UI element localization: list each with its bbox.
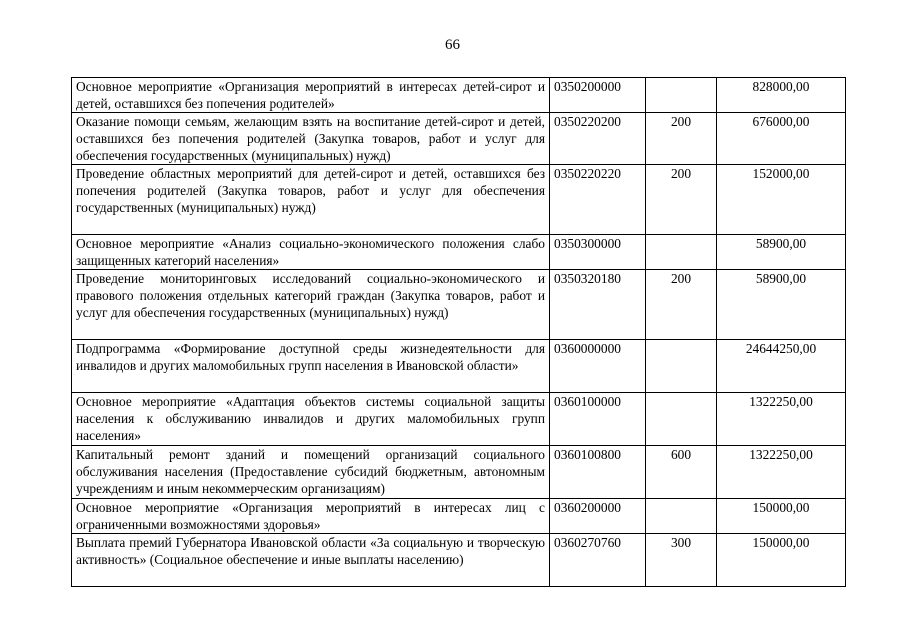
row-name: Выплата премий Губернатора Ивановской области «За социальную и творческую активность» (Социальное обеспечение и иные выплаты населению) xyxy=(72,534,550,587)
row-expense-type: 200 xyxy=(646,270,717,340)
table-row xyxy=(72,340,846,393)
table-row xyxy=(72,393,846,446)
row-code: 0350320180 xyxy=(550,270,646,340)
row-amount: 150000,00 xyxy=(717,499,846,534)
table-row xyxy=(72,534,846,587)
row-name: Проведение мониторинговых исследований социально-экономического и правового положения отдельных категорий граждан (Закупка товаров, работ и услуг для обеспечения государственных (муниципальных) нужд) xyxy=(72,270,550,340)
row-amount: 676000,00 xyxy=(717,113,846,165)
budget-table xyxy=(71,77,846,587)
row-code: 0350220220 xyxy=(550,165,646,235)
table-row xyxy=(72,446,846,499)
row-code: 0360270760 xyxy=(550,534,646,587)
row-code: 0350300000 xyxy=(550,235,646,270)
row-name: Проведение областных мероприятий для детей-сирот и детей, оставшихся без попечения родителей (Закупка товаров, работ и услуг для обеспечения государственных (муниципальных) нужд) xyxy=(72,165,550,235)
table-row xyxy=(72,235,846,270)
row-expense-type xyxy=(646,499,717,534)
row-expense-type: 200 xyxy=(646,113,717,165)
row-amount: 1322250,00 xyxy=(717,393,846,446)
row-amount: 150000,00 xyxy=(717,534,846,587)
row-name: Основное мероприятие «Организация мероприятий в интересах детей-сирот и детей, оставшихся без попечения родителей» xyxy=(72,78,550,113)
row-expense-type xyxy=(646,235,717,270)
table-row xyxy=(72,78,846,113)
table-row xyxy=(72,499,846,534)
row-expense-type xyxy=(646,340,717,393)
table-row xyxy=(72,165,846,235)
page-number: 66 xyxy=(445,37,460,53)
row-code: 0360200000 xyxy=(550,499,646,534)
row-expense-type xyxy=(646,393,717,446)
row-name: Подпрограмма «Формирование доступной среды жизнедеятельности для инвалидов и других маломобильных групп населения в Ивановской области» xyxy=(72,340,550,393)
row-name: Капитальный ремонт зданий и помещений организаций социального обслуживания населения (Предоставление субсидий бюджетным, автономным учреждениям и иным некоммерческим организациям) xyxy=(72,446,550,499)
row-code: 0360100000 xyxy=(550,393,646,446)
row-code: 0360100800 xyxy=(550,446,646,499)
row-name: Оказание помощи семьям, желающим взять на воспитание детей-сирот и детей, оставшихся без попечения родителей (Закупка товаров, работ и услуг для обеспечения государственных (муниципальных) нужд) xyxy=(72,113,550,165)
row-amount: 58900,00 xyxy=(717,270,846,340)
row-amount: 58900,00 xyxy=(717,235,846,270)
row-name: Основное мероприятие «Адаптация объектов системы социальной защиты населения к обслуживанию инвалидов и других маломобильных групп населения» xyxy=(72,393,550,446)
row-expense-type: 600 xyxy=(646,446,717,499)
row-name: Основное мероприятие «Организация мероприятий в интересах лиц с ограниченными возможностями здоровья» xyxy=(72,499,550,534)
row-expense-type: 200 xyxy=(646,165,717,235)
table-row xyxy=(72,113,846,165)
table-row xyxy=(72,270,846,340)
row-amount: 828000,00 xyxy=(717,78,846,113)
row-code: 0350220200 xyxy=(550,113,646,165)
row-code: 0350200000 xyxy=(550,78,646,113)
row-name: Основное мероприятие «Анализ социально-экономического положения слабо защищенных категорий населения» xyxy=(72,235,550,270)
row-expense-type: 300 xyxy=(646,534,717,587)
row-amount: 24644250,00 xyxy=(717,340,846,393)
row-amount: 152000,00 xyxy=(717,165,846,235)
row-amount: 1322250,00 xyxy=(717,446,846,499)
row-code: 0360000000 xyxy=(550,340,646,393)
row-expense-type xyxy=(646,78,717,113)
